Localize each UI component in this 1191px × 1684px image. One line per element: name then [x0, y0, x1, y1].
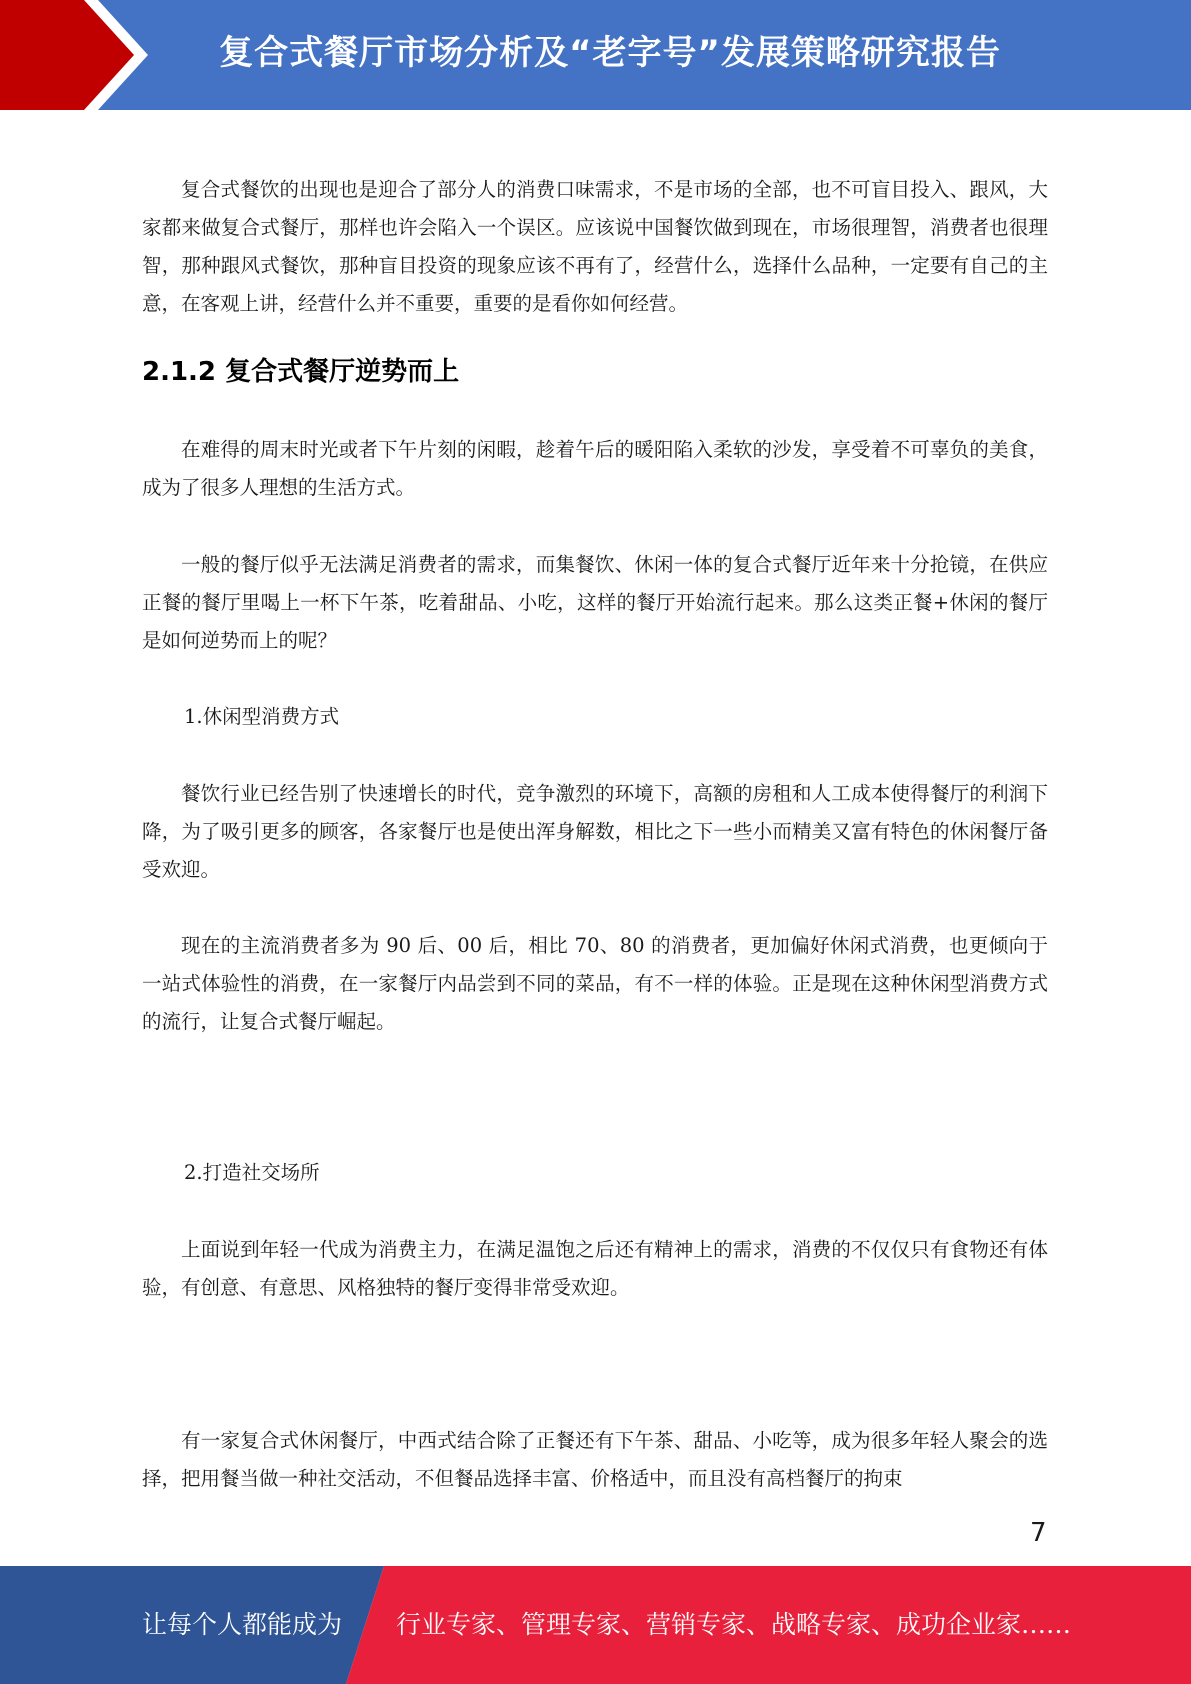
- list-heading-2: 2.打造社交场所: [184, 1161, 320, 1184]
- paragraph-trend: 一般的餐厅似乎无法满足消费者的需求，而集餐饮、休闲一体的复合式餐厅近年来十分抢镜，在供应正餐的餐厅里喝上一杯下午茶，吃着甜品、小吃，这样的餐厅开始流行起来。那么这类正餐+休闲的餐厅是如何逆势而上的呢？: [142, 553, 1048, 652]
- header-banner: [0, 0, 1191, 110]
- report-title: 复合式餐厅市场分析及“老字号”发展策略研究报告: [219, 33, 1001, 73]
- footer-slogan-left: 让每个人都能成为: [142, 1610, 343, 1639]
- list-heading-1: 1.休闲型消费方式: [184, 705, 340, 728]
- paragraph-example: 有一家复合式休闲餐厅，中西式结合除了正餐还有下午茶、甜品、小吃等，成为很多年轻人聚会的选择，把用餐当做一种社交活动，不但餐品选择丰富、价格适中，而且没有高档餐厅的拘束: [142, 1429, 1048, 1490]
- section-heading: 2.1.2 复合式餐厅逆势而上: [142, 357, 460, 387]
- paragraph-competition: 餐饮行业已经告别了快速增长的时代，竞争激烈的环境下，高额的房租和人工成本使得餐厅的利润下降，为了吸引更多的顾客，各家餐厅也是使出浑身解数，相比之下一些小而精美又富有特色的休闲餐厅备受欢迎。: [142, 782, 1048, 881]
- footer-slogan-right: 行业专家、管理专家、营销专家、战略专家、成功企业家……: [396, 1610, 1072, 1639]
- paragraph-intro: 复合式餐饮的出现也是迎合了部分人的消费口味需求，不是市场的全部，也不可盲目投入、跟风，大家都来做复合式餐厅，那样也许会陷入一个误区。应该说中国餐饮做到现在，市场很理智，消费者也很理智，那种跟风式餐饮，那种盲目投资的现象应该不再有了，经营什么，选择什么品种，一定要有自己的主意，在客观上讲，经营什么并不重要，重要的是看你如何经营。: [142, 178, 1048, 315]
- paragraph-social: 上面说到年轻一代成为消费主力，在满足温饱之后还有精神上的需求，消费的不仅仅只有食物还有体验，有创意、有意思、风格独特的餐厅变得非常受欢迎。: [142, 1238, 1048, 1299]
- paragraph-leisure-time: 在难得的周末时光或者下午片刻的闲暇，趁着午后的暖阳陷入柔软的沙发，享受着不可辜负的美食，成为了很多人理想的生活方式。: [142, 438, 1048, 499]
- page-number: 7: [1030, 1518, 1047, 1548]
- paragraph-consumers: 现在的主流消费者多为 90 后、00 后，相比 70、80 的消费者，更加偏好休闲式消费，也更倾向于一站式体验性的消费，在一家餐厅内品尝到不同的菜品，有不一样的体验。正是现在这种休闲型消费方式的流行，让复合式餐厅崛起。: [142, 934, 1048, 1033]
- footer-banner: [0, 1566, 1191, 1684]
